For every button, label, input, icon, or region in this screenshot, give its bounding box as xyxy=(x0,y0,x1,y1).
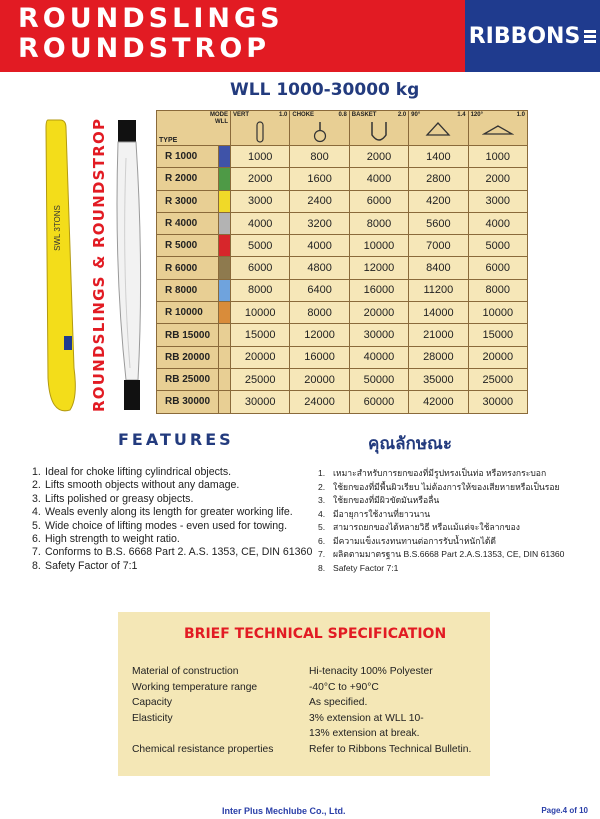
table-cell: 5000 xyxy=(231,235,290,257)
table-cell: 4200 xyxy=(409,190,468,212)
header-banner xyxy=(0,0,600,72)
table-cell: 10000 xyxy=(231,302,290,324)
spec-label: Elasticity xyxy=(132,712,173,724)
brand-bars-icon xyxy=(584,30,596,43)
table-cell: 11200 xyxy=(409,279,468,301)
table-cell: 2800 xyxy=(409,168,468,190)
table-cell: 12000 xyxy=(290,324,349,346)
table-row xyxy=(157,346,528,368)
row-color-swatch xyxy=(219,368,231,390)
table-cell: 20000 xyxy=(349,302,408,324)
list-item-number: 4. xyxy=(32,506,41,519)
table-body xyxy=(157,146,528,414)
spec-label: Working temperature range xyxy=(132,681,258,693)
corner-mode-label: MODE WLL xyxy=(210,112,228,125)
table-cell: 40000 xyxy=(349,346,408,368)
table-cell: 2000 xyxy=(349,146,408,168)
spec-value: As specified. xyxy=(309,697,368,708)
table-cell: 21000 xyxy=(409,324,468,346)
table-cell: 1000 xyxy=(231,146,290,168)
list-item xyxy=(318,467,598,481)
table-cell: 2000 xyxy=(468,168,527,190)
table-cell: 15000 xyxy=(468,324,527,346)
table-row xyxy=(157,212,528,234)
list-item-number: 5. xyxy=(318,522,326,532)
list-item-text: Wide choice of lifting modes - even used for towing. xyxy=(45,519,288,532)
spec-row xyxy=(132,726,487,742)
table-row xyxy=(157,146,528,168)
list-item xyxy=(318,548,598,562)
row-type-label: R 10000 xyxy=(157,302,219,324)
table-cell: 24000 xyxy=(290,391,349,413)
list-item-text: เหมาะสำหรับการยกของที่มีรูปทรงเป็นท่อ หรือทรงกระบอก xyxy=(333,468,547,478)
wll-table xyxy=(156,110,528,414)
list-item-text: Conforms to B.S. 6668 Part 2. A.S. 1353, CE, DIN 61360 xyxy=(45,546,313,559)
table-cell: 8000 xyxy=(349,212,408,234)
row-type-label: RB 25000 xyxy=(157,368,219,390)
list-item-number: 7. xyxy=(318,549,326,559)
table-cell: 25000 xyxy=(231,368,290,390)
table-row xyxy=(157,302,528,324)
vertical-product-label xyxy=(84,112,114,412)
table-cell: 20000 xyxy=(290,368,349,390)
spec-row xyxy=(132,680,487,696)
row-color-swatch xyxy=(219,212,231,234)
list-item-text: ใช้ยกของที่มีพื้นผิวเรียบ ไม่ต้องการให้ของเสียหายหรือเป็นรอย xyxy=(333,481,560,492)
list-item-text: Ideal for choke lifting cylindrical objects. xyxy=(45,466,232,478)
features-title-thai: คุณลักษณะ xyxy=(368,434,452,453)
table-cell: 6000 xyxy=(468,257,527,279)
spec-label xyxy=(132,726,309,742)
table-cell: 3200 xyxy=(290,212,349,234)
table-cell: 16000 xyxy=(290,346,349,368)
table-row xyxy=(157,235,528,257)
footer-company: Inter Plus Mechlube Co., Ltd. xyxy=(222,806,346,816)
list-item xyxy=(318,508,598,522)
table-cell: 20000 xyxy=(468,346,527,368)
list-item-number: 2. xyxy=(32,479,41,492)
list-item-number: 5. xyxy=(32,519,41,532)
list-item xyxy=(32,479,332,492)
row-type-label: R 3000 xyxy=(157,190,219,212)
list-item-text: Safety Factor of 7:1 xyxy=(45,559,138,572)
row-type-label: RB 30000 xyxy=(157,391,219,413)
list-item-number: 6. xyxy=(318,535,326,546)
column-header-120: 120° 1.0 xyxy=(468,111,527,146)
vertical-lift-icon xyxy=(253,121,267,143)
table-row xyxy=(157,257,528,279)
header-title-line2: ROUNDSTROP xyxy=(18,33,271,64)
row-color-swatch xyxy=(219,190,231,212)
row-color-swatch xyxy=(219,146,231,168)
row-color-swatch xyxy=(219,302,231,324)
row-type-label: R 4000 xyxy=(157,212,219,234)
table-cell: 8400 xyxy=(409,257,468,279)
header-title-line1: ROUNDSLINGS xyxy=(18,3,284,34)
table-cell: 5600 xyxy=(409,212,468,234)
table-cell: 30000 xyxy=(468,391,527,413)
table-cell: 4000 xyxy=(349,168,408,190)
list-item-number: 6. xyxy=(32,533,41,546)
list-item-text: Lifts smooth objects without any damage. xyxy=(45,479,240,492)
table-row xyxy=(157,324,528,346)
table-cell: 7000 xyxy=(409,235,468,257)
table-cell: 2000 xyxy=(231,168,290,190)
features-list xyxy=(32,466,332,573)
spec-value: Refer to Ribbons Technical Bulletin. xyxy=(309,743,472,755)
table-cell: 2400 xyxy=(290,190,349,212)
spec-value: Hi-tenacity 100% Polyester xyxy=(309,666,433,677)
table-cell: 5000 xyxy=(468,235,527,257)
table-cell: 35000 xyxy=(409,368,468,390)
table-cell: 4800 xyxy=(290,257,349,279)
list-item-text: Lifts polished or greasy objects. xyxy=(45,492,194,505)
list-item xyxy=(32,560,332,573)
spec-label: Capacity xyxy=(132,697,173,708)
list-item-text: Safety Factor 7:1 xyxy=(333,562,399,573)
table-cell: 1400 xyxy=(409,146,468,168)
list-item-number: 3. xyxy=(318,495,326,505)
table-cell: 4000 xyxy=(468,212,527,234)
spec-rows xyxy=(132,664,487,757)
table-cell: 10000 xyxy=(349,235,408,257)
spec-label: Material of construction xyxy=(132,666,239,677)
row-type-label: R 5000 xyxy=(157,235,219,257)
spec-value: 3% extension at WLL 10- xyxy=(309,712,424,724)
spec-title: BRIEF TECHNICAL SPECIFICATION xyxy=(184,626,447,642)
table-row xyxy=(157,279,528,301)
list-item xyxy=(318,481,598,495)
table-cell: 3000 xyxy=(231,190,290,212)
spec-value: 13% extension at break. xyxy=(309,728,420,739)
table-cell: 4000 xyxy=(290,235,349,257)
table-corner-cell xyxy=(157,111,231,146)
list-item xyxy=(32,466,332,479)
spec-value: -40°C to +90°C xyxy=(309,681,379,693)
features-list-thai xyxy=(318,467,598,575)
list-item xyxy=(32,533,332,546)
table-cell: 28000 xyxy=(409,346,468,368)
row-type-label: R 6000 xyxy=(157,257,219,279)
table-cell: 1600 xyxy=(290,168,349,190)
table-row xyxy=(157,190,528,212)
row-color-swatch xyxy=(219,257,231,279)
list-item xyxy=(318,535,598,549)
spec-row xyxy=(132,695,487,711)
list-item-text: มีความแข็งแรงทนทานต่อการรับน้ำหนักได้ดี xyxy=(333,535,496,546)
choke-lift-icon xyxy=(310,121,330,143)
list-item-number: 1. xyxy=(318,468,326,478)
wll-title: WLL 1000-30000 kg xyxy=(230,80,420,100)
spec-label: Chemical resistance properties xyxy=(132,743,274,755)
list-item-text: สามารถยกของได้หลายวิธี หรือแม้แต่จะใช้ลากของ xyxy=(333,522,520,532)
list-item xyxy=(32,493,332,506)
list-item-text: มีอายุการใช้งานที่ยาวนาน xyxy=(333,508,431,519)
table-cell: 25000 xyxy=(468,368,527,390)
row-type-label: R 1000 xyxy=(157,146,219,168)
table-cell: 4000 xyxy=(231,212,290,234)
table-cell: 20000 xyxy=(231,346,290,368)
table-cell: 8000 xyxy=(468,279,527,301)
row-type-label: RB 20000 xyxy=(157,346,219,368)
table-cell: 8000 xyxy=(231,279,290,301)
row-type-label: RB 15000 xyxy=(157,324,219,346)
list-item-number: 8. xyxy=(318,562,326,573)
spec-row xyxy=(132,711,487,727)
technical-spec-box xyxy=(118,612,490,776)
list-item-text: Weals evenly along its length for greater working life. xyxy=(45,506,293,519)
column-header-choke: CHOKE 0.8 xyxy=(290,111,349,146)
spec-row xyxy=(132,664,487,680)
list-item-text: ใช้ยกของที่มีผิวขัดมันหรือลื่น xyxy=(333,495,440,505)
list-item-number: 1. xyxy=(32,466,41,478)
yellow-sling-image xyxy=(40,118,80,418)
table-cell: 10000 xyxy=(468,302,527,324)
list-item xyxy=(318,494,598,508)
table-cell: 800 xyxy=(290,146,349,168)
row-type-label: R 8000 xyxy=(157,279,219,301)
table-cell: 6000 xyxy=(231,257,290,279)
brand-name: RIBBONS xyxy=(468,23,581,49)
row-color-swatch xyxy=(219,235,231,257)
row-color-swatch xyxy=(219,324,231,346)
table-cell: 60000 xyxy=(349,391,408,413)
sling-tag-text: SWL 3TONS xyxy=(53,205,62,251)
column-header-90: 90° 1.4 xyxy=(409,111,468,146)
angle-90-lift-icon xyxy=(424,121,452,139)
row-color-swatch xyxy=(219,346,231,368)
table-cell: 1000 xyxy=(468,146,527,168)
table-cell: 50000 xyxy=(349,368,408,390)
list-item-number: 3. xyxy=(32,492,41,505)
list-item-text: High strength to weight ratio. xyxy=(45,533,180,546)
white-sling-image xyxy=(112,118,148,413)
features-title: FEATURES xyxy=(118,430,234,449)
table-cell: 6400 xyxy=(290,279,349,301)
row-color-swatch xyxy=(219,391,231,413)
table-cell: 3000 xyxy=(468,190,527,212)
column-header-basket: BASKET 2.0 xyxy=(349,111,408,146)
table-row xyxy=(157,168,528,190)
spec-row xyxy=(132,742,487,758)
table-cell: 15000 xyxy=(231,324,290,346)
vertical-product-text: ROUNDSLINGS & ROUNDSTROP xyxy=(90,117,108,412)
table-cell: 14000 xyxy=(409,302,468,324)
list-item xyxy=(318,562,598,576)
table-row xyxy=(157,391,528,413)
basket-lift-icon xyxy=(367,121,391,143)
list-item-number: 2. xyxy=(318,481,326,492)
table-row xyxy=(157,368,528,390)
column-header-vert: VERT 1.0 xyxy=(231,111,290,146)
table-cell: 8000 xyxy=(290,302,349,324)
corner-type-label: TYPE xyxy=(159,137,178,144)
list-item xyxy=(32,520,332,533)
row-color-swatch xyxy=(219,279,231,301)
list-item-number: 8. xyxy=(32,559,41,572)
footer-page-number: Page.4 of 10 xyxy=(541,806,588,815)
table-cell: 42000 xyxy=(409,391,468,413)
table-cell: 6000 xyxy=(349,190,408,212)
list-item-number: 4. xyxy=(318,508,326,519)
list-item xyxy=(318,521,598,535)
row-type-label: R 2000 xyxy=(157,168,219,190)
header-title xyxy=(18,4,284,64)
list-item xyxy=(32,506,332,519)
list-item-number: 7. xyxy=(32,546,41,559)
table-cell: 30000 xyxy=(349,324,408,346)
table-cell: 30000 xyxy=(231,391,290,413)
angle-120-lift-icon xyxy=(482,121,514,139)
list-item-text: ผลิตตามมาตรฐาน B.S.6668 Part 2.A.S.1353, CE, DIN 61360 xyxy=(333,549,565,559)
row-color-swatch xyxy=(219,168,231,190)
table-cell: 16000 xyxy=(349,279,408,301)
list-item xyxy=(32,546,332,559)
brand-logo xyxy=(465,0,600,72)
table-cell: 12000 xyxy=(349,257,408,279)
